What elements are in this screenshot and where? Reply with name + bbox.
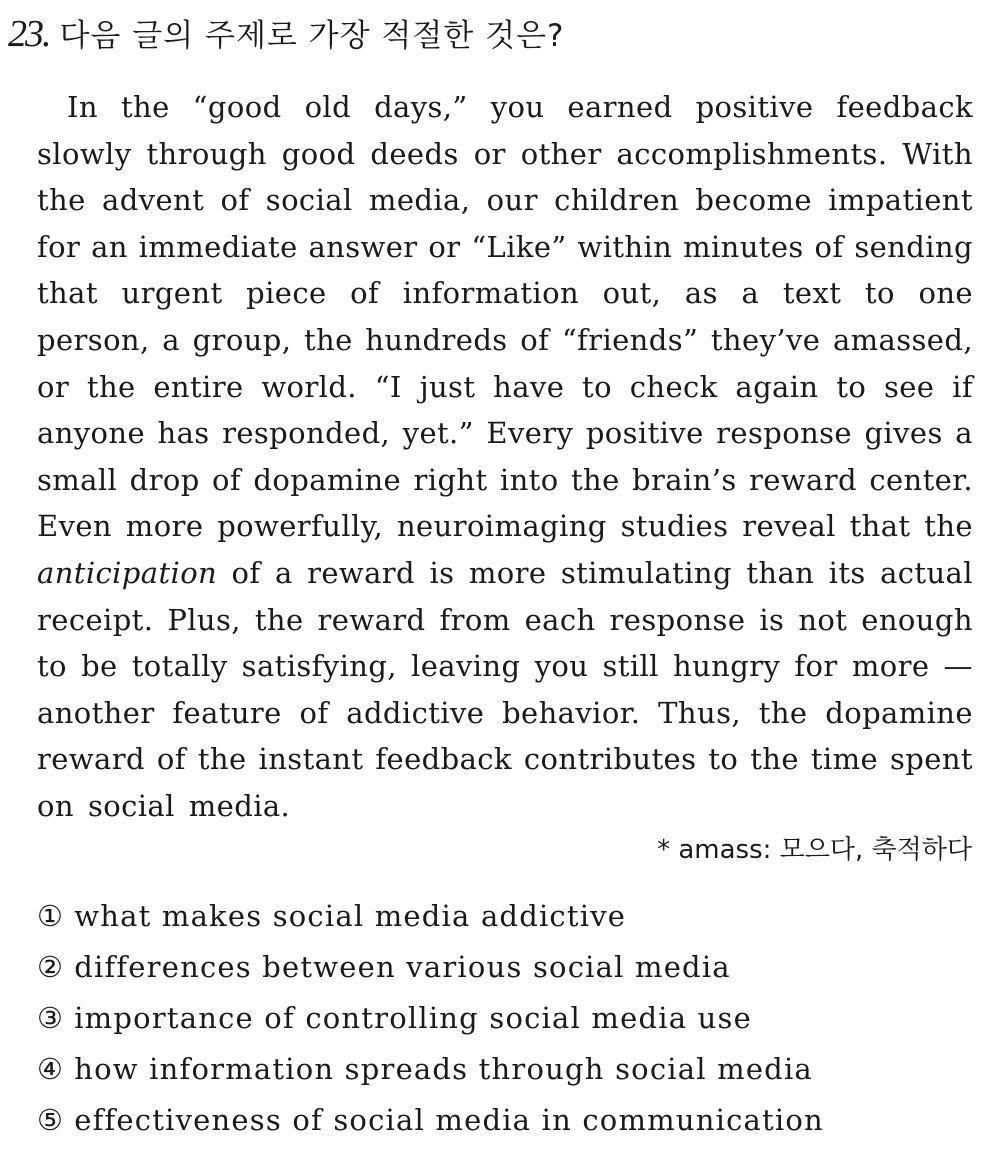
footnote: * amass: 모으다, 축적하다 (657, 835, 972, 865)
passage-word: minutes (683, 229, 804, 264)
passage-word: through (146, 136, 267, 171)
passage-word: than (746, 555, 815, 590)
passage-word: out, (602, 276, 662, 311)
passage-word: just (419, 369, 476, 404)
passage-word: an (91, 229, 128, 264)
passage-word: Even (37, 509, 112, 544)
passage-word: reward (317, 602, 426, 637)
passage-word: for (37, 229, 81, 264)
passage-word: Plus, (167, 602, 241, 637)
passage-word: or (428, 229, 461, 264)
passage-line (37, 457, 973, 504)
passage-word: the (37, 183, 86, 218)
passage-word: anyone (37, 416, 146, 451)
passage-word: one (918, 276, 973, 311)
passage-word: from (439, 602, 511, 637)
passage-word: feedback (836, 90, 973, 124)
passage-word: In (67, 90, 98, 124)
passage-word: stimulating (560, 555, 732, 590)
passage-word: Thus, (658, 695, 741, 730)
passage-word: media. (188, 788, 291, 823)
passage-word: “good (192, 90, 282, 124)
passage-word: the (120, 90, 170, 124)
passage-word: feature (172, 695, 282, 730)
passage-word: response (716, 416, 852, 451)
passage-word: a (274, 555, 293, 590)
passage-line (37, 503, 973, 550)
passage-word: that (37, 276, 98, 311)
passage-word: to (708, 742, 739, 777)
passage-word: social (265, 183, 353, 218)
passage-word: hungry (673, 649, 781, 684)
passage-word: reward (307, 555, 416, 590)
choice-number: ③ (37, 1001, 65, 1035)
passage-word: dopamine (825, 695, 973, 730)
passage-line (37, 597, 973, 644)
passage-word: the (86, 369, 136, 404)
passage-word: Every (486, 416, 574, 451)
passage-line (37, 690, 973, 737)
choice-text: effectiveness of social media in communication (74, 1103, 824, 1137)
passage-line (37, 783, 973, 830)
passage-word: earned (567, 90, 673, 124)
passage-word: information (402, 276, 580, 311)
choice-number: ⑤ (37, 1103, 65, 1137)
passage-word: children (554, 183, 680, 218)
passage-word: again (735, 369, 819, 404)
passage-word: person, (37, 322, 150, 357)
passage-word: slowly (37, 136, 132, 171)
passage-word: of (231, 555, 261, 590)
passage-word: to (582, 369, 612, 404)
passage-word: of (212, 462, 242, 497)
passage-word: world. (261, 369, 357, 404)
passage-word: urgent (121, 276, 223, 311)
passage-word: responded, (222, 416, 391, 451)
passage-line (37, 364, 973, 411)
choice-text: differences between various social media (74, 950, 731, 984)
passage-word: see (883, 369, 935, 404)
passage-word: a (162, 322, 180, 357)
passage-word: become (695, 183, 812, 218)
passage-word: the (570, 462, 620, 497)
question-prompt: 다음 글의 주제로 가장 적절한 것은? (59, 18, 565, 54)
passage-word: into (499, 462, 559, 497)
choice-1[interactable] (37, 891, 824, 942)
passage-line (37, 643, 973, 690)
passage-word: group, (192, 322, 292, 357)
passage-word: of (156, 742, 186, 777)
passage-word: text (782, 276, 842, 311)
passage-word: has (157, 416, 210, 451)
passage-word: sending (854, 229, 973, 264)
passage-word: answer (308, 229, 418, 264)
passage-word: gives (864, 416, 943, 451)
passage-word: that (849, 509, 911, 544)
passage-word: or (473, 136, 506, 171)
passage-word: dopamine (253, 462, 402, 497)
passage-word: of (220, 183, 250, 218)
passage (37, 84, 973, 830)
passage-word: addictive (346, 695, 485, 730)
passage-word: you (534, 649, 589, 684)
passage-word: anticipation (37, 555, 218, 590)
passage-word: is (759, 602, 785, 637)
passage-line (37, 270, 973, 317)
passage-word: reveal (742, 509, 836, 544)
passage-word: spent (890, 742, 973, 777)
passage-word: be (81, 649, 118, 684)
passage-word: amassed, (832, 322, 973, 357)
choice-text: how information spreads through social media (74, 1052, 813, 1086)
passage-word: reward (37, 742, 145, 777)
passage-line (37, 410, 973, 457)
choice-number: ④ (37, 1052, 65, 1086)
passage-word: of (299, 695, 329, 730)
choice-text: what makes social media addictive (74, 899, 627, 933)
passage-word: the (254, 602, 304, 637)
passage-word: if (952, 369, 973, 404)
passage-word: “I (374, 369, 402, 404)
passage-word: days,” (374, 90, 468, 124)
passage-word: hundreds (365, 322, 508, 357)
passage-word: or (37, 369, 70, 404)
passage-word: they’ve (710, 322, 821, 357)
passage-word: behavior. (502, 695, 641, 730)
passage-word: — (943, 649, 973, 684)
passage-word: of (350, 276, 380, 311)
passage-word: immediate (138, 229, 298, 264)
passage-word: more (851, 649, 930, 684)
passage-word: to (836, 369, 867, 404)
passage-word: the (758, 695, 808, 730)
passage-word: small (37, 462, 118, 497)
passage-word: “friends” (561, 322, 699, 357)
choice-4[interactable] (37, 1044, 824, 1095)
passage-word: as (684, 276, 718, 311)
passage-word: “Like” (471, 229, 567, 264)
passage-word: each (524, 602, 596, 637)
passage-word: contributes (523, 742, 697, 777)
choice-3[interactable] (37, 993, 824, 1044)
passage-word: entire (153, 369, 244, 404)
passage-word: center. (869, 462, 973, 497)
passage-word: a (955, 416, 973, 451)
passage-word: our (486, 183, 538, 218)
choice-2[interactable] (37, 942, 824, 993)
passage-word: is (429, 555, 455, 590)
passage-word: to (37, 649, 67, 684)
passage-word: more (125, 509, 204, 544)
passage-word: leaving (411, 649, 521, 684)
passage-word: reward (749, 462, 857, 497)
passage-word: of (814, 229, 844, 264)
passage-word: positive (695, 90, 814, 124)
passage-word: impatient (828, 183, 973, 218)
passage-word: have (493, 369, 565, 404)
passage-word: within (577, 229, 673, 264)
passage-word: social (87, 788, 175, 823)
passage-word: yet.” (402, 416, 474, 451)
passage-word: studies (620, 509, 729, 544)
passage-word: neuroimaging (396, 509, 607, 544)
answer-choices (37, 891, 824, 1146)
question-header (8, 12, 564, 58)
passage-word: not (798, 602, 848, 637)
passage-word: for (794, 649, 838, 684)
passage-word: of (520, 322, 550, 357)
question-number: 23. (8, 13, 50, 55)
passage-word: still (602, 649, 659, 684)
passage-word: the (750, 742, 799, 777)
passage-word: brain’s (632, 462, 737, 497)
passage-word: the (303, 322, 353, 357)
passage-word: accomplishments. (616, 136, 888, 171)
passage-line (37, 224, 973, 271)
passage-word: feedback (375, 742, 512, 777)
passage-word: actual (880, 555, 973, 590)
passage-word: check (629, 369, 718, 404)
passage-line (37, 550, 973, 597)
passage-word: more (468, 555, 547, 590)
passage-word: right (413, 462, 488, 497)
passage-word: advent (102, 183, 205, 218)
choice-number: ① (37, 899, 65, 933)
passage-line (37, 131, 973, 178)
passage-word: instant (258, 742, 364, 777)
passage-word: on (37, 788, 74, 823)
passage-word: satisfying, (241, 649, 397, 684)
passage-word: totally (131, 649, 228, 684)
passage-word: you (490, 90, 545, 124)
passage-word: positive (585, 416, 704, 451)
passage-word: the (924, 509, 973, 544)
passage-word: a (741, 276, 760, 311)
passage-word: powerfully, (217, 509, 384, 544)
passage-word: media, (368, 183, 471, 218)
passage-line (37, 317, 973, 364)
choice-5[interactable] (37, 1095, 824, 1146)
passage-word: receipt. (37, 602, 154, 637)
passage-line (37, 736, 973, 783)
passage-word: drop (129, 462, 200, 497)
passage-word: good (281, 136, 356, 171)
passage-word: another (37, 695, 155, 730)
passage-word: its (828, 555, 866, 590)
passage-word: deeds (370, 136, 459, 171)
passage-line (37, 84, 973, 131)
passage-word: response (609, 602, 746, 637)
passage-word: enough (861, 602, 973, 637)
choice-text: importance of controlling social media use (74, 1001, 752, 1035)
passage-word: With (902, 136, 973, 171)
passage-word: other (520, 136, 602, 171)
passage-word: old (304, 90, 352, 124)
passage-word: time (810, 742, 879, 777)
passage-word: piece (246, 276, 327, 311)
choice-number: ② (37, 950, 65, 984)
passage-word: the (197, 742, 247, 777)
passage-line (37, 177, 973, 224)
passage-word: to (864, 276, 895, 311)
